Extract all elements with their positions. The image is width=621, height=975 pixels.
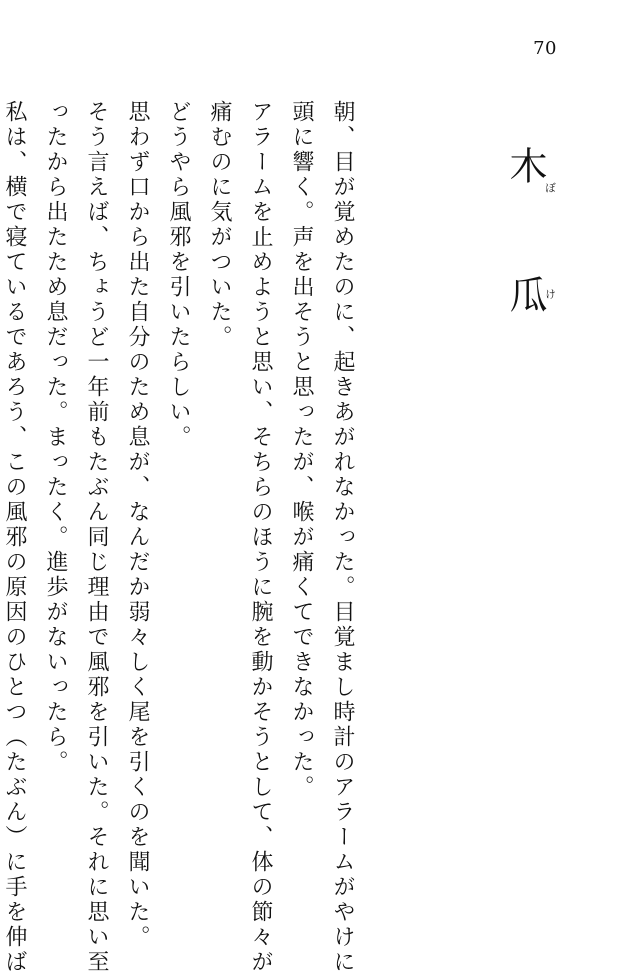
title-ruby-1 (503, 146, 557, 275)
body-line-4: 痛むのに気がついた。 (207, 100, 232, 350)
body-line-7: そう言えば、ちょうど一年前もたぶん同じ理由で風邪を引いた。それに思い至 (84, 100, 109, 975)
body-line-8: ったから出たため息だった。まったく。進歩がないったら。 (43, 100, 68, 775)
body-line-1: 朝、目が覚めたのに、起きあがれなかった。目覚まし時計のアラームがやけに (330, 100, 355, 975)
body-line-5: どうやら風邪を引いたらしい。 (166, 100, 191, 450)
title-furigana-1: ぼ (543, 146, 557, 230)
title-furigana-2: け (543, 275, 557, 314)
body-line-3: アラームを止めようと思い、そちらのほうに腕を動かそうとして、体の節々が (248, 100, 273, 975)
body-line-2: 頭に響く。声を出そうと思ったが、喉が痛くてできなかった。 (289, 100, 314, 800)
chapter-title (488, 146, 556, 359)
page-number: 70 (533, 38, 557, 59)
title-ruby-2 (503, 275, 557, 314)
body-line-6: 思わず口から出た自分のため息が、なんだか弱々しく尾を引くのを聞いた。 (125, 100, 150, 950)
title-kanji-2: 瓜 (503, 275, 547, 314)
title-kanji-1: 木 (503, 146, 547, 185)
body-text (0, 100, 363, 975)
body-line-9: 私は、横で寝ているであろう、この風邪の原因のひとつ（たぶん）に手を伸ば (2, 100, 27, 975)
